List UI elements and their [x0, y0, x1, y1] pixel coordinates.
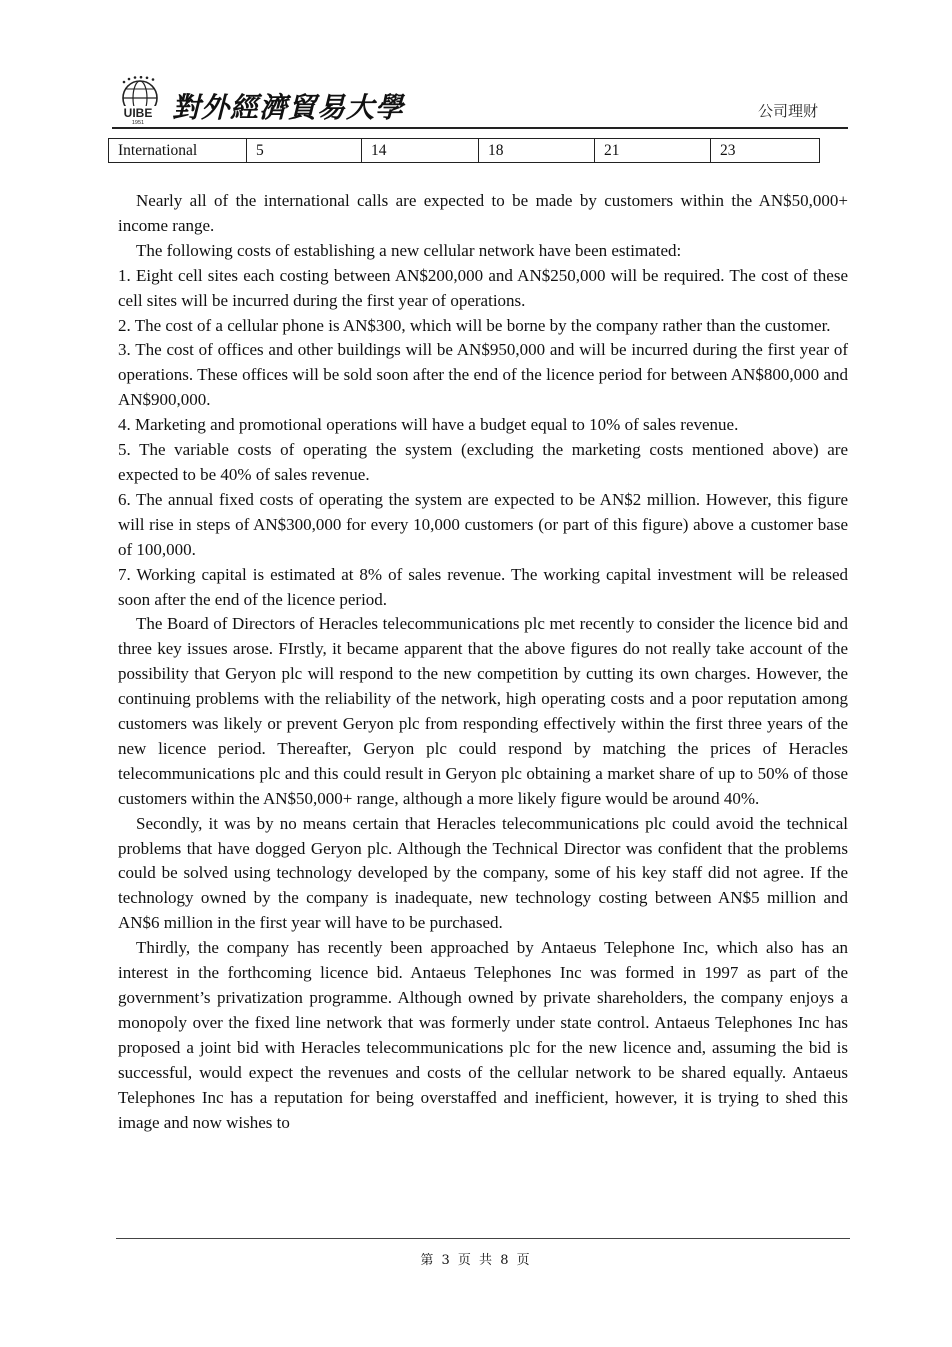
table-cell: International: [109, 139, 247, 163]
course-title: 公司理财: [757, 102, 818, 120]
table-cell: 18: [479, 139, 595, 163]
university-name: 對外經濟貿易大學: [172, 91, 405, 124]
table-row: [109, 139, 820, 163]
list-item: 4. Marketing and promotional operations will have a budget equal to 10% of sales revenue.: [118, 415, 739, 435]
table-cell: 5: [247, 139, 362, 163]
page-number: 第 3 页 共 8 页: [420, 1253, 532, 1268]
svg-text:UIBE: UIBE: [123, 106, 153, 120]
list-item: 3. The cost of offices and other buildings will be AN$950,000 and will be incurred during the first year of operations. These offices will be sold soon after the end of the licence period for between AN$800,000 and AN$900,000.: [118, 340, 848, 410]
header-rule: [112, 127, 848, 129]
table-cell: 14: [362, 139, 479, 163]
table-cell: 23: [711, 139, 820, 163]
list-item: 1. Eight cell sites each costing between AN$200,000 and AN$250,000 will be required. The cost of these cell sites will be incurred during the first year of operations.: [118, 265, 848, 310]
paragraph: Thirdly, the company has recently been approached by Antaeus Telephone Inc, which also has an interest in the forthcoming licence bid. Antaeus Telephones Inc was formed in 1997 as part of the government’s privatization programme. Although owned by private shareholders, the company enjoys a monopoly over the fixed line network that was formerly under state control. Antaeus Telephones Inc has proposed a joint bid with Heracles telecommunications plc for the new licence and, assuming the bid is successful, would expect the revenues and costs of the cellular network to be shared equally. Antaeus Telephones Inc has a reputation for being overstaffed and inefficient, however, it is trying to shed this image and now wishes to: [118, 938, 848, 1132]
university-logo-icon: [114, 76, 172, 126]
calls-table: [108, 138, 820, 163]
list-item: 7. Working capital is estimated at 8% of sales revenue. The working capital investment will be released soon after the end of the licence period.: [118, 564, 848, 609]
paragraph: The following costs of establishing a new cellular network have been estimated:: [136, 240, 682, 260]
paragraph: Nearly all of the international calls are expected to be made by customers within the AN$50,000+ income range.: [118, 191, 848, 235]
page-header: [112, 74, 848, 130]
footer-rule: [116, 1238, 850, 1239]
paragraph: Secondly, it was by no means certain that Heracles telecommunications plc could avoid the technical problems that have dogged Geryon plc. Although the Technical Director was confident that the problems could be solved using technology developed by the company, some of his key staff did not agree. If the technology owned by the company is inadequate, new technology costing between AN$5 million and AN$6 million in the first year will have to be purchased.: [118, 813, 848, 933]
list-item: 2. The cost of a cellular phone is AN$300, which will be borne by the company rather than the customer.: [118, 315, 831, 335]
table-cell: 21: [595, 139, 711, 163]
list-item: 6. The annual fixed costs of operating the system are expected to be AN$2 million. However, this figure will rise in steps of AN$300,000 for every 10,000 customers (or part of this figure) above a customer base of 100,000.: [118, 489, 848, 559]
list-item: 5. The variable costs of operating the system (excluding the marketing costs mentioned above) are expected to be 40% of sales revenue.: [118, 440, 848, 484]
svg-text:1951: 1951: [131, 120, 145, 126]
paragraph: The Board of Directors of Heracles telecommunications plc met recently to consider the licence bid and three key issues arose. FIrstly, it became apparent that the above figures do not really take account of the possibility that Geryon plc will respond to the new competition by cutting its own charges. However, the continuing problems with the reliability of the network, high operating costs and a poor reputation among customers was likely or prevent Geryon plc from responding effectively within the first three years of the new licence period. Thereafter, Geryon plc could respond by matching the prices of Heracles telecommunications plc and this could result in Geryon plc obtaining a market share of up to 50% of those customers within the AN$50,000+ range, although a more likely figure would be around 40%.: [118, 614, 848, 808]
body-text: [118, 189, 848, 1135]
